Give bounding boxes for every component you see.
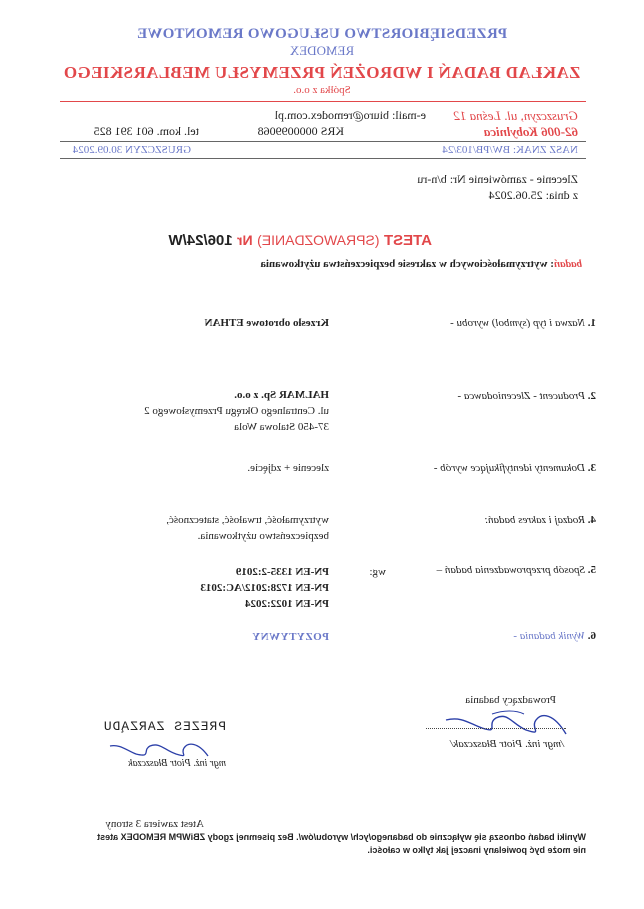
item-4-value-line2: bezpieczeństwo użytkowania. — [197, 530, 329, 542]
item-3-value: zlecenie + zdjęcie. — [247, 462, 329, 474]
title-number: 106/24/W — [168, 232, 233, 249]
item-5-standard-3: PN-EN 1022:2024 — [244, 598, 329, 610]
report-title — [168, 232, 432, 250]
item-5-wg: wg: — [369, 566, 386, 578]
company-legal-form: Spółka z o.o. — [293, 84, 351, 96]
address-street: Gruszczyn, ul. Leśna 12 — [453, 108, 578, 123]
report-subtitle — [260, 258, 582, 270]
item-1-value: Krzesło obrotowe ETHAN — [204, 317, 329, 329]
page-count: Atest zawiera 3 strony — [105, 818, 204, 830]
order-date: z dnia: 25.06.2024 — [488, 188, 578, 202]
address-city: 62-006 Kobylnica — [483, 124, 578, 139]
item-5-label: 5. Sposób przeprowadzenia badań – — [436, 564, 596, 576]
reference-number: NASZ ZNAK: BW/PB/103/24 — [442, 144, 578, 156]
tester-signature — [424, 708, 574, 742]
company-name-line1: PRZEDSIĘBIORSTWO USŁUGOWO REMONTOWE — [136, 26, 508, 42]
company-name-line3: ZAKŁAD BADAŃ I WDROŻEŃ PRZEMYSŁU MEBLARSKIEGO — [63, 63, 581, 82]
footer-note-line1: Wyniki badań odnoszą się wyłącznie do badanego/ych/ wyrobu/ów/. Bez pisemnej zgody ZBiWPM REMODEX atest — [97, 832, 586, 842]
phone-text: tel. kom. 601 391 825 — [93, 124, 199, 138]
place-date: GRUSZCZYN 30.09.2024 — [72, 144, 191, 156]
title-nr: Nr — [237, 232, 253, 248]
president-name: mgr inż. Piotr Błaszczak — [128, 758, 226, 769]
president-title: PREZES ZARZĄDU — [102, 719, 226, 734]
header-divider — [60, 141, 586, 142]
header-divider-red — [60, 101, 586, 102]
item-2-value-line1: HALMAR Sp. z o.o. — [234, 389, 329, 401]
item-2-label: 2. Producent - Zleceniodawca - — [457, 390, 596, 402]
item-4-label: 4. Rodzaj i zakres badań: — [484, 514, 596, 526]
company-name-line2: REMODEX — [289, 43, 355, 58]
item-6-label: 6. Wynik badania - — [513, 630, 596, 642]
email-text: e-mail: biuro@remodex.com.pl — [274, 108, 426, 122]
footer-note-line2: nie może być powielany inaczej jak tylko w całości. — [367, 845, 586, 855]
item-1-label: 1. Nazwa i typ (symbol) wyrobu - — [450, 317, 596, 329]
title-sprawozdanie: (SPRAWOZDANIE) — [257, 232, 380, 248]
item-2-value-line2: ul. Centralnego Okręgu Przemysłowego 2 — [144, 405, 329, 417]
item-5-standard-1: PN-EN 1335-2:2019 — [235, 566, 329, 578]
subtitle-text: : wytrzymałościowych w zakresie bezpieczeństwa użytkowania — [260, 258, 554, 270]
tester-name: /mgr inż. Piotr Błaszczak/ — [450, 738, 564, 750]
krs-text: KRS 0000099068 — [257, 124, 344, 138]
tester-signature-line — [426, 728, 566, 729]
tester-title: Prowadzący badania — [465, 694, 556, 706]
header-divider-bottom — [60, 158, 586, 159]
item-3-label: 3. Dokumenty identyfikujące wyrób - — [433, 462, 596, 474]
subtitle-badan: badań — [553, 258, 582, 270]
item-4-value-line1: wytrzymałość, trwałość, stateczność, — [166, 514, 329, 526]
title-atest: ATEST — [383, 232, 432, 249]
item-6-result: POZYTYWNY — [251, 631, 329, 643]
item-2-value-line3: 37-450 Stalowa Wola — [234, 421, 329, 433]
order-number: Zlecenie - zamówienie Nr: b/n-ru — [417, 172, 578, 186]
item-5-standard-2: PN-EN 1728:2012/AC:2013 — [200, 582, 329, 594]
